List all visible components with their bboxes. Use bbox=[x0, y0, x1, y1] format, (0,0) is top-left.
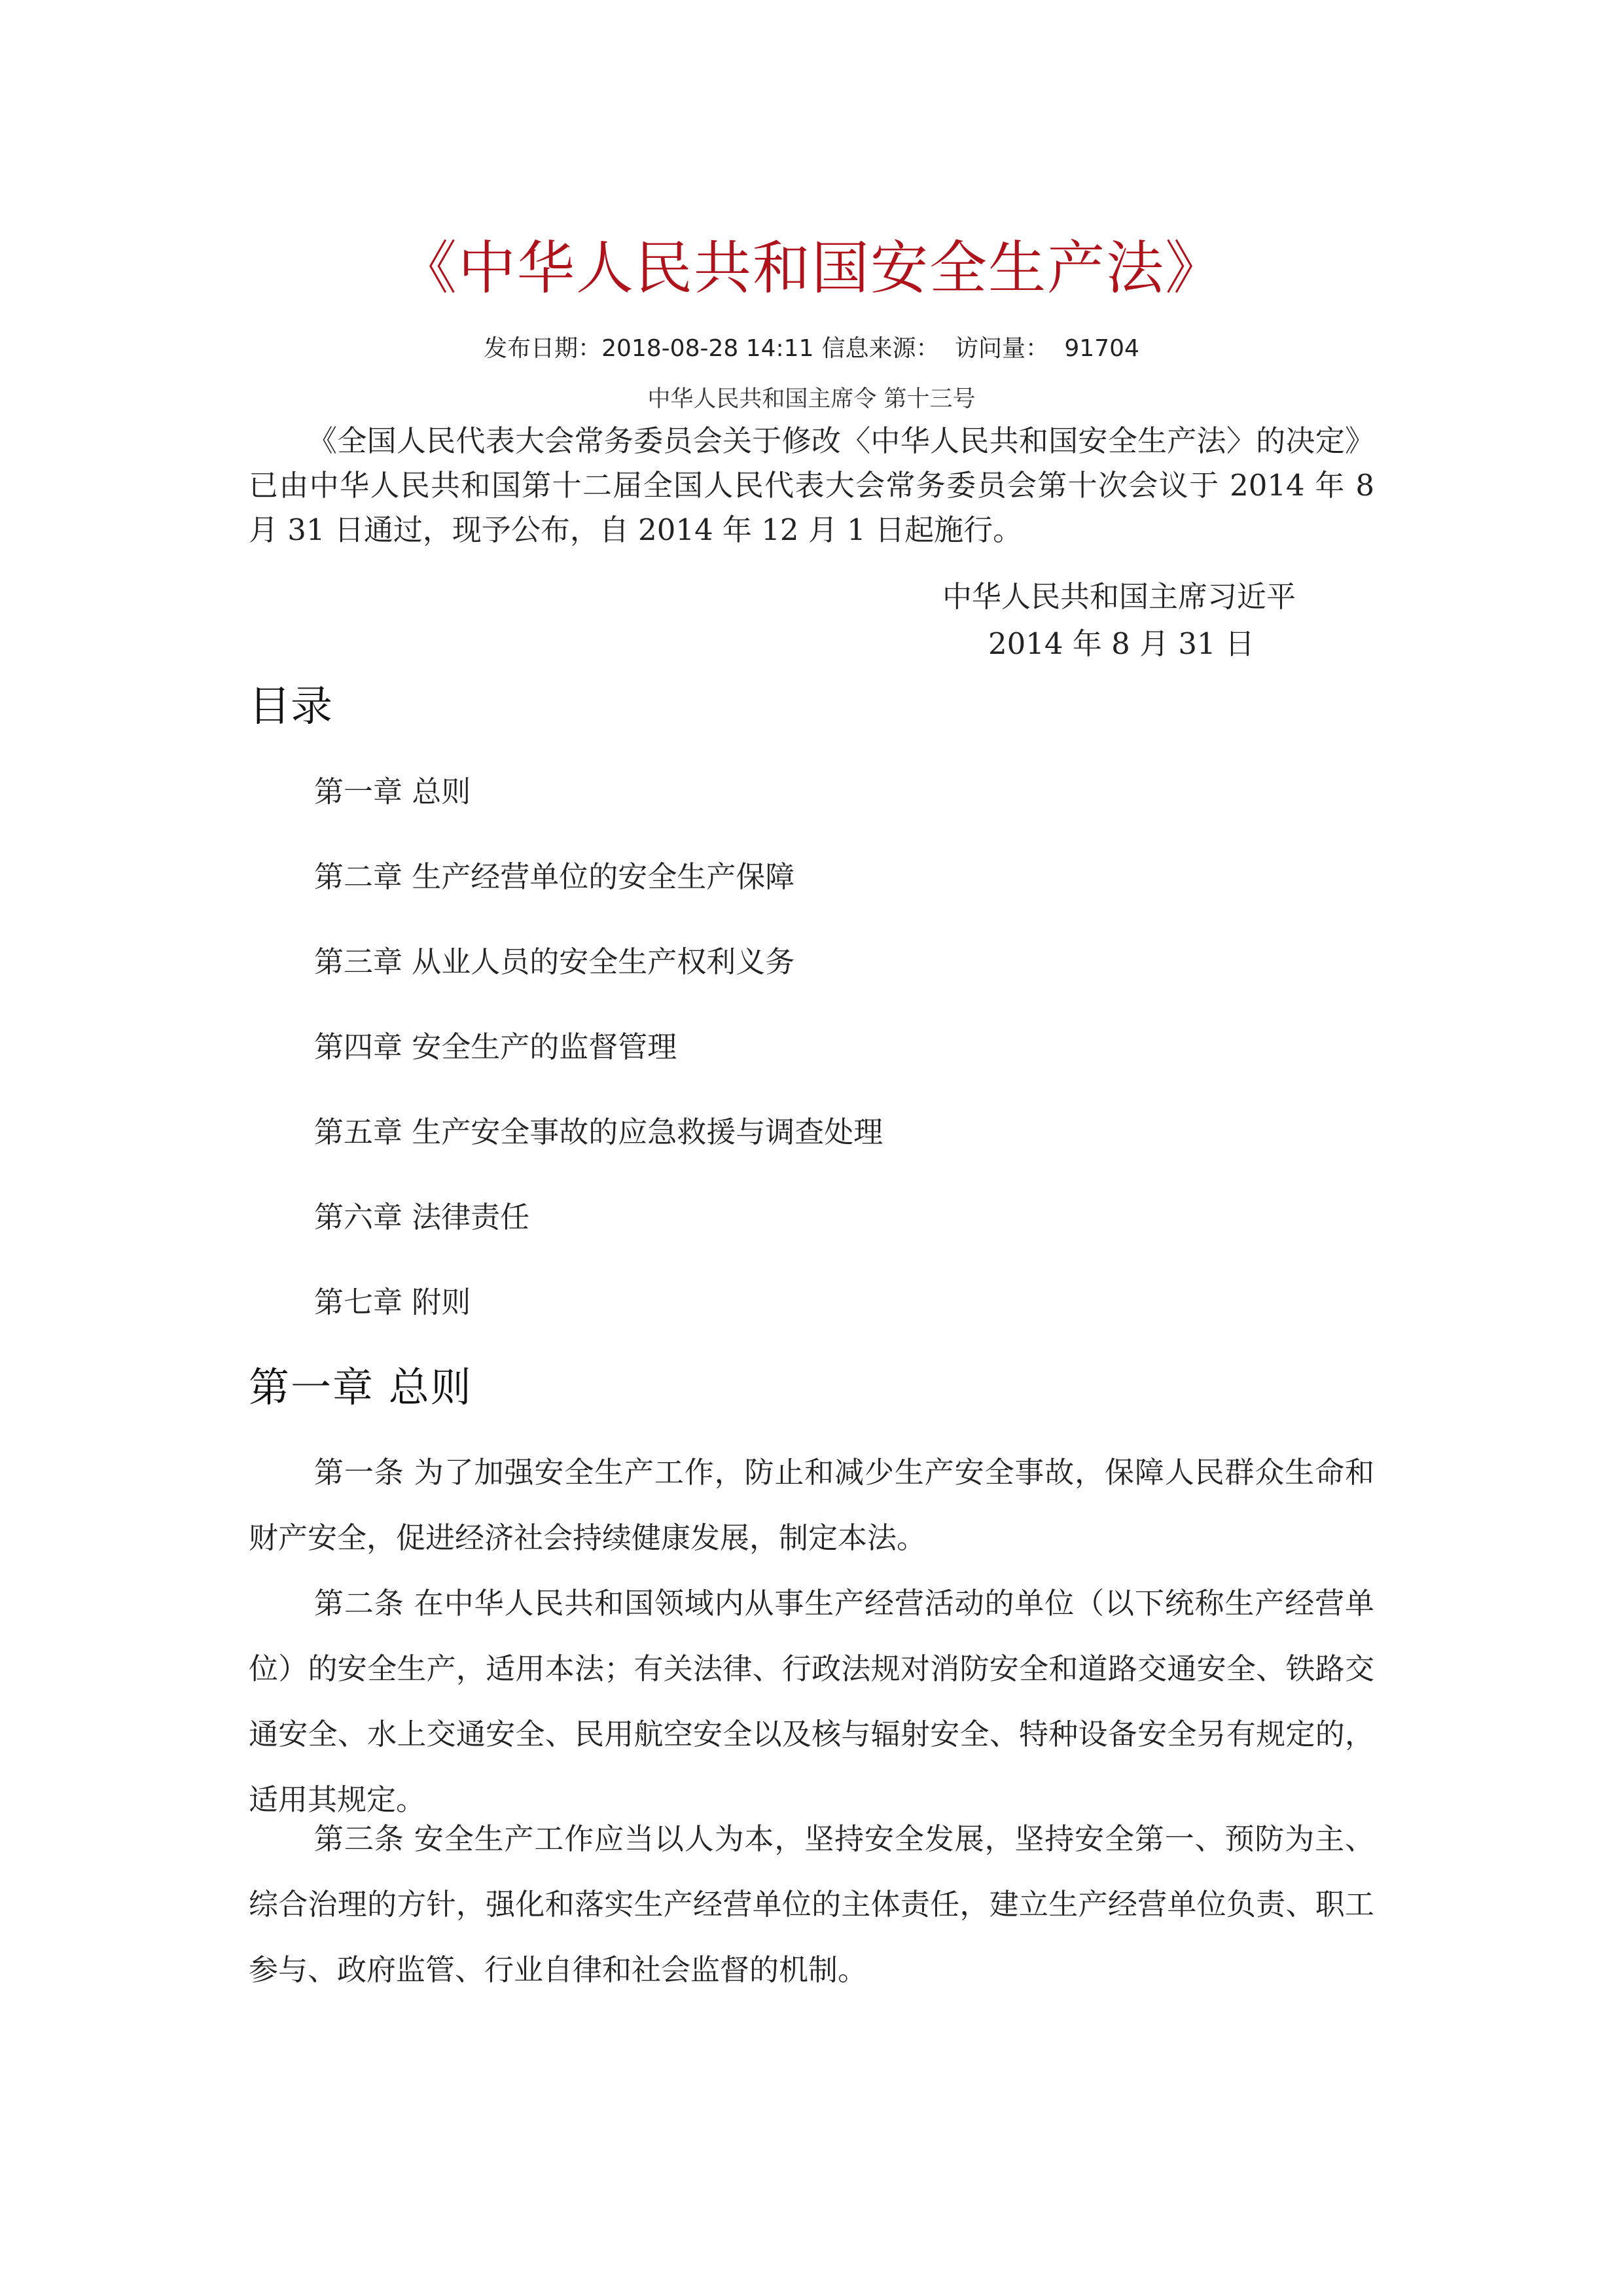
toc-item: 第七章 附则 bbox=[314, 1285, 471, 1319]
visits-count: 91704 bbox=[1064, 335, 1139, 362]
chapter-heading: 第一章 总则 bbox=[249, 1363, 473, 1411]
toc-item: 第三章 从业人员的安全生产权利义务 bbox=[314, 944, 795, 979]
article-1: 第一条 为了加强安全生产工作，防止和减少生产安全事故，保障人民群众生命和财产安全，促进经济社会持续健康发展，制定本法。 bbox=[249, 1455, 1374, 1555]
table-of-contents bbox=[314, 772, 883, 1368]
signer: 中华人民共和国主席习近平 bbox=[942, 579, 1296, 614]
toc-item: 第四章 安全生产的监督管理 bbox=[314, 1030, 677, 1064]
visits-label: 访问量： bbox=[954, 335, 1049, 362]
sign-date: 2014 年 8 月 31 日 bbox=[988, 626, 1255, 661]
publish-date: 发布日期：2018-08-28 14:11 bbox=[484, 335, 814, 362]
article-3: 第三条 安全生产工作应当以人为本，坚持安全发展，坚持安全第一、预防为主、综合治理的方针，强化和落实生产经营单位的主体责任，建立生产经营单位负责、职工参与、政府监管、行业自律和社会监督的机制。 bbox=[249, 1821, 1374, 1987]
publication-meta bbox=[0, 331, 1623, 367]
toc-item: 第二章 生产经营单位的安全生产保障 bbox=[314, 859, 795, 894]
article-2: 第二条 在中华人民共和国领域内从事生产经营活动的单位（以下统称生产经营单位）的安全生产，适用本法；有关法律、行政法规对消防安全和道路交通安全、铁路交通安全、水上交通安全、民用航空安全以及核与辐射安全、特种设备安全另有规定的，适用其规定。 bbox=[249, 1586, 1374, 1817]
preamble-paragraph: 《全国人民代表大会常务委员会关于修改〈中华人民共和国安全生产法〉的决定》已由中华人民共和国第十二届全国人民代表大会常务委员会第十次会议于 2014 年 8 月 31 日通过，现予公布，自 2014 年 12 月 1 日起施行。 bbox=[249, 423, 1374, 547]
toc-heading: 目录 bbox=[249, 683, 332, 731]
toc-item: 第五章 生产安全事故的应急救援与调查处理 bbox=[314, 1115, 883, 1149]
decree-number: 中华人民共和国主席令 第十三号 bbox=[647, 386, 976, 412]
toc-item: 第六章 法律责任 bbox=[314, 1200, 530, 1234]
toc-item: 第一章 总则 bbox=[314, 774, 471, 809]
document-title: 《中华人民共和国安全生产法》 bbox=[399, 234, 1224, 302]
source-label: 信息来源： bbox=[821, 335, 940, 362]
